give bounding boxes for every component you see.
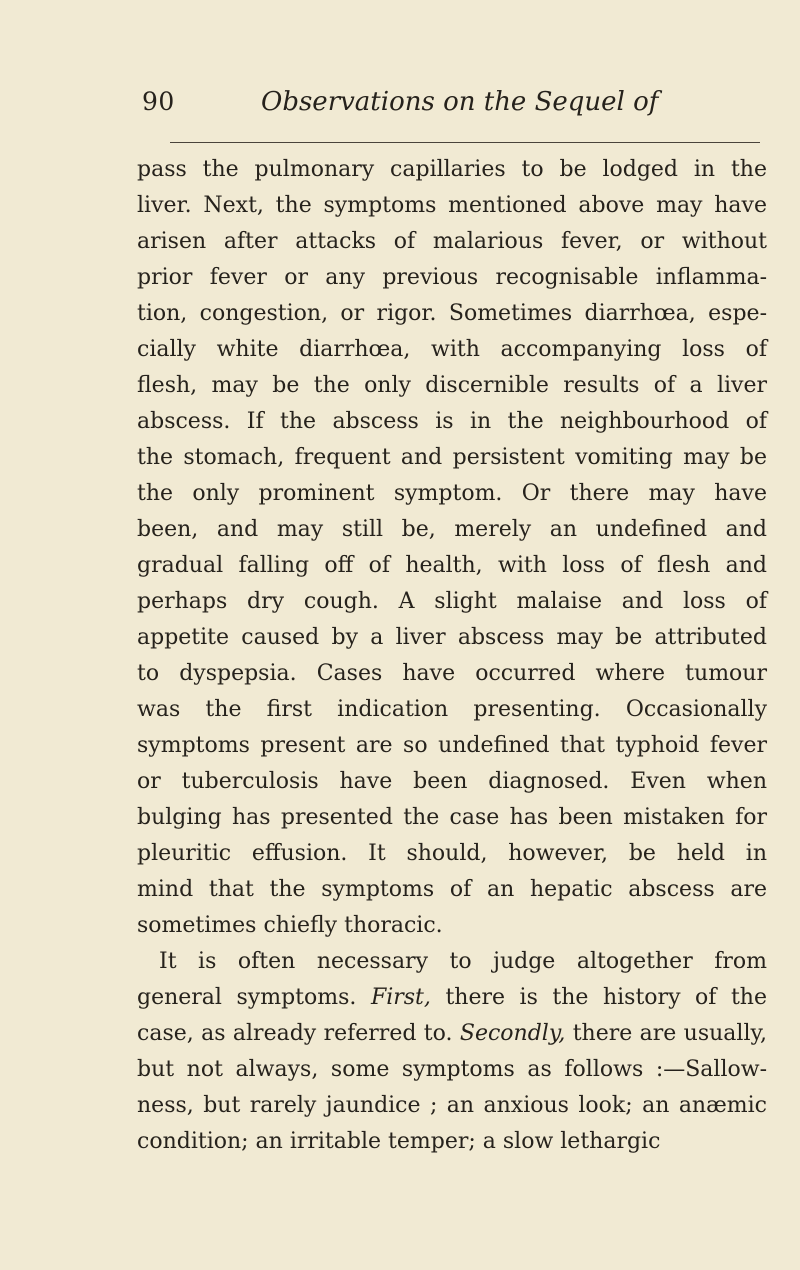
text-line: the stomach, frequent and persistent vomiting may be (137, 445, 767, 470)
text-line: pass the pulmonary capillaries to be lodged in the (137, 157, 767, 182)
text-line: ness, but rarely jaundice ; an anxious look; an anæmic (137, 1093, 767, 1118)
text-line: prior fever or any previous recognisable inflamma- (137, 265, 767, 290)
text-line (137, 1016, 767, 1052)
text-line: flesh, may be the only discernible results of a liver (137, 373, 767, 398)
text-line: gradual falling off of health, with loss of flesh and (137, 553, 767, 578)
text-fragment: there is the history of the (445, 985, 767, 1010)
text-line: tion, congestion, or rigor. Sometimes diarrhœa, espe- (137, 301, 767, 326)
text-line: symptoms present are so undefined that typhoid fever (137, 733, 767, 758)
text-line: bulging has presented the case has been mistaken for (137, 805, 767, 830)
text-line: but not always, some symptoms as follows :—Sallow- (137, 1057, 767, 1082)
text-line: been, and may still be, merely an undefined and (137, 517, 767, 542)
text-line (137, 980, 767, 1016)
text-line: It is often necessary to judge altogether from (159, 949, 767, 974)
emphasis-secondly: Secondly, (459, 1021, 566, 1046)
body-text (137, 152, 767, 1160)
text-line: was the first indication presenting. Occasionally (137, 697, 767, 722)
text-line: condition; an irritable temper; a slow lethargic (137, 1129, 661, 1154)
text-line: mind that the symptoms of an hepatic abscess are (137, 877, 767, 902)
text-line: sometimes chiefly thoracic. (137, 913, 443, 938)
text-line: perhaps dry cough. A slight malaise and loss of (137, 589, 767, 614)
page-number: 90 (142, 87, 175, 116)
text-line: or tuberculosis have been diagnosed. Even when (137, 769, 767, 794)
header-rule (170, 142, 760, 143)
text-line: the only prominent symptom. Or there may have (137, 481, 767, 506)
text-line: arisen after attacks of malarious fever, or without (137, 229, 767, 254)
text-line: appetite caused by a liver abscess may be attributed (137, 625, 767, 650)
text-line: pleuritic effusion. It should, however, be held in (137, 841, 767, 866)
running-title: Observations on the Sequel of (261, 87, 659, 117)
text-fragment: general symptoms. (137, 985, 357, 1010)
page-header (142, 84, 772, 124)
text-line: abscess. If the abscess is in the neighbourhood of (137, 409, 767, 434)
text-line: liver. Next, the symptoms mentioned above may have (137, 193, 767, 218)
text-line: cially white diarrhœa, with accompanying loss of (137, 337, 767, 362)
text-fragment: case, as already referred to. (137, 1021, 453, 1046)
text-fragment: there are usually, (572, 1021, 767, 1046)
text-line: to dyspepsia. Cases have occurred where tumour (137, 661, 767, 686)
emphasis-first: First, (370, 985, 431, 1010)
